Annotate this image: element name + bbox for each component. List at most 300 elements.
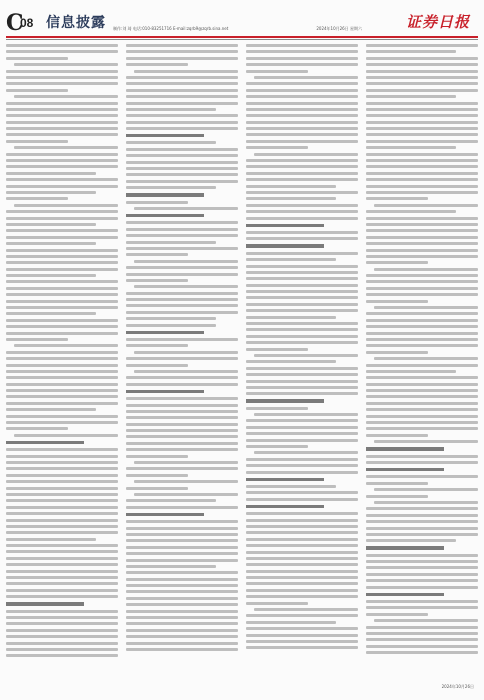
text-line bbox=[246, 538, 358, 541]
section-heading-line bbox=[366, 593, 444, 596]
section-heading-line bbox=[246, 399, 324, 402]
text-line bbox=[134, 370, 238, 373]
text-line bbox=[246, 210, 358, 213]
text-line bbox=[366, 421, 478, 424]
text-line bbox=[246, 296, 358, 299]
text-line bbox=[126, 344, 188, 347]
text-line bbox=[366, 140, 478, 143]
text-line bbox=[6, 364, 118, 367]
text-line bbox=[126, 397, 238, 400]
text-line bbox=[14, 63, 118, 66]
text-line bbox=[126, 82, 238, 85]
text-line bbox=[126, 642, 238, 645]
text-line bbox=[6, 114, 118, 117]
text-line bbox=[246, 165, 358, 168]
editor-contact: 制作:刘 琦 电话:010-83251716 E-mail:zqrb9@zqrb.sina.net bbox=[113, 26, 229, 31]
text-line bbox=[246, 563, 358, 566]
section-heading-line bbox=[366, 468, 444, 471]
text-line bbox=[126, 253, 188, 256]
text-line bbox=[366, 95, 456, 98]
text-line bbox=[6, 300, 118, 303]
text-line bbox=[6, 370, 118, 373]
text-line bbox=[126, 616, 238, 619]
text-line bbox=[366, 520, 478, 523]
text-line bbox=[366, 293, 478, 296]
text-line bbox=[126, 247, 238, 250]
text-line bbox=[246, 519, 358, 522]
text-line bbox=[134, 493, 238, 496]
text-line bbox=[6, 642, 118, 645]
text-line bbox=[126, 201, 188, 204]
text-line bbox=[6, 550, 118, 553]
text-line bbox=[6, 325, 118, 328]
text-line bbox=[126, 186, 216, 189]
header-rule bbox=[6, 36, 478, 38]
text-line bbox=[14, 204, 118, 207]
text-line bbox=[126, 63, 188, 66]
text-line bbox=[246, 640, 358, 643]
text-line bbox=[6, 255, 118, 258]
text-line bbox=[366, 539, 456, 542]
section-heading-line bbox=[6, 441, 84, 444]
text-line bbox=[126, 311, 238, 314]
text-line bbox=[246, 133, 358, 136]
text-line bbox=[126, 298, 238, 301]
section-heading-line bbox=[126, 214, 204, 217]
text-line bbox=[374, 619, 478, 622]
text-line bbox=[366, 146, 456, 149]
text-line bbox=[6, 236, 118, 239]
text-line bbox=[366, 586, 478, 589]
text-line bbox=[366, 261, 428, 264]
text-line bbox=[6, 338, 68, 341]
text-line bbox=[6, 82, 118, 85]
text-line bbox=[246, 322, 358, 325]
text-line bbox=[366, 121, 478, 124]
text-line bbox=[246, 108, 358, 111]
text-line bbox=[246, 102, 358, 105]
text-line bbox=[6, 648, 118, 651]
text-line bbox=[246, 57, 358, 60]
text-line bbox=[246, 237, 358, 240]
text-line bbox=[366, 217, 478, 220]
text-line bbox=[254, 451, 358, 454]
text-line bbox=[126, 266, 238, 269]
text-line bbox=[366, 482, 428, 485]
text-line bbox=[6, 140, 68, 143]
text-line bbox=[374, 440, 478, 443]
text-line bbox=[126, 167, 238, 170]
text-line bbox=[6, 474, 118, 477]
text-line bbox=[246, 646, 358, 649]
text-line bbox=[126, 148, 238, 151]
text-line bbox=[126, 546, 238, 549]
column-3 bbox=[246, 44, 358, 680]
text-line bbox=[134, 70, 238, 73]
text-line bbox=[126, 559, 238, 562]
text-line bbox=[6, 427, 68, 430]
text-line bbox=[126, 410, 238, 413]
text-line bbox=[246, 265, 358, 268]
masthead bbox=[0, 0, 484, 40]
text-line bbox=[6, 557, 118, 560]
section-heading-line bbox=[246, 478, 324, 481]
text-line bbox=[126, 539, 238, 542]
text-line bbox=[6, 622, 118, 625]
text-line bbox=[126, 597, 238, 600]
text-line bbox=[246, 582, 358, 585]
text-line bbox=[366, 383, 478, 386]
text-line bbox=[6, 121, 118, 124]
text-line bbox=[126, 180, 238, 183]
text-line bbox=[366, 229, 478, 232]
text-line bbox=[126, 57, 238, 60]
text-line bbox=[126, 520, 238, 523]
text-line bbox=[246, 432, 358, 435]
text-line bbox=[134, 285, 238, 288]
section-heading-line bbox=[246, 244, 324, 247]
text-line bbox=[6, 506, 118, 509]
text-line bbox=[6, 76, 118, 79]
text-line bbox=[366, 427, 478, 430]
text-line bbox=[6, 499, 118, 502]
text-line bbox=[6, 50, 118, 53]
text-line bbox=[366, 280, 478, 283]
text-line bbox=[126, 533, 238, 536]
text-line bbox=[366, 415, 478, 418]
text-line bbox=[6, 274, 96, 277]
text-line bbox=[126, 317, 216, 320]
text-line bbox=[366, 560, 478, 563]
text-line bbox=[126, 154, 238, 157]
text-line bbox=[366, 579, 478, 582]
text-line bbox=[374, 488, 478, 491]
text-line bbox=[246, 551, 358, 554]
text-line bbox=[366, 242, 478, 245]
text-line bbox=[126, 114, 238, 117]
text-line bbox=[366, 63, 478, 66]
text-line bbox=[366, 223, 478, 226]
text-line bbox=[126, 241, 216, 244]
text-line bbox=[126, 487, 188, 490]
footer-note: 2024年10月26日 bbox=[441, 684, 474, 689]
text-line bbox=[366, 434, 428, 437]
text-line bbox=[366, 172, 478, 175]
text-line bbox=[126, 221, 238, 224]
page-letter: C bbox=[6, 10, 24, 36]
text-line bbox=[246, 191, 358, 194]
section-title: 信息披露 bbox=[46, 15, 106, 31]
column-1 bbox=[6, 44, 118, 680]
text-line bbox=[366, 376, 478, 379]
text-line bbox=[126, 648, 238, 651]
text-line bbox=[126, 76, 238, 79]
text-line bbox=[126, 228, 238, 231]
text-line bbox=[126, 44, 238, 47]
text-line bbox=[6, 185, 118, 188]
text-line bbox=[6, 280, 118, 283]
text-line bbox=[366, 102, 478, 105]
text-line bbox=[6, 408, 96, 411]
text-line bbox=[126, 423, 238, 426]
text-line bbox=[126, 376, 238, 379]
text-line bbox=[246, 627, 358, 630]
text-line bbox=[366, 57, 478, 60]
text-line bbox=[366, 651, 478, 654]
text-line bbox=[6, 133, 118, 136]
text-line bbox=[366, 351, 428, 354]
text-line bbox=[246, 159, 358, 162]
text-line bbox=[374, 357, 478, 360]
text-line bbox=[246, 458, 358, 461]
text-line bbox=[126, 108, 216, 111]
text-line bbox=[126, 292, 238, 295]
text-line bbox=[6, 589, 118, 592]
text-line bbox=[6, 223, 96, 226]
text-line bbox=[126, 102, 238, 105]
text-line bbox=[246, 471, 358, 474]
text-line bbox=[6, 576, 118, 579]
text-line bbox=[366, 370, 456, 373]
text-line bbox=[246, 114, 358, 117]
text-line bbox=[246, 634, 358, 637]
text-line bbox=[366, 50, 456, 53]
text-line bbox=[254, 608, 358, 611]
text-line bbox=[366, 638, 478, 641]
text-line bbox=[254, 354, 358, 357]
text-line bbox=[6, 210, 118, 213]
text-line bbox=[246, 172, 358, 175]
text-line bbox=[246, 341, 358, 344]
text-line bbox=[366, 389, 478, 392]
text-line bbox=[246, 525, 358, 528]
text-line bbox=[6, 153, 118, 156]
text-line bbox=[6, 480, 118, 483]
text-line bbox=[134, 461, 238, 464]
text-line bbox=[366, 475, 478, 478]
text-line bbox=[134, 351, 238, 354]
newspaper-logo: 证券日报 bbox=[405, 13, 470, 31]
text-line bbox=[246, 367, 358, 370]
text-line bbox=[6, 332, 118, 335]
text-line bbox=[246, 614, 358, 617]
text-line bbox=[366, 325, 478, 328]
text-line bbox=[366, 44, 478, 47]
text-line bbox=[6, 357, 118, 360]
text-line bbox=[246, 258, 336, 261]
text-line bbox=[134, 207, 238, 210]
text-line bbox=[246, 544, 358, 547]
text-line bbox=[366, 455, 478, 458]
text-line bbox=[246, 426, 358, 429]
text-line bbox=[366, 573, 478, 576]
issue-date: 2024年10月26日 星期六 bbox=[316, 26, 362, 31]
text-line bbox=[246, 498, 358, 501]
text-line bbox=[6, 610, 118, 613]
text-line bbox=[246, 303, 358, 306]
text-line bbox=[6, 102, 118, 105]
text-line bbox=[246, 328, 358, 331]
text-line bbox=[14, 95, 118, 98]
text-line bbox=[246, 380, 358, 383]
text-line bbox=[126, 635, 238, 638]
text-line bbox=[126, 50, 238, 53]
text-line bbox=[366, 114, 478, 117]
text-line bbox=[6, 448, 118, 451]
text-line bbox=[366, 287, 478, 290]
text-line bbox=[6, 319, 118, 322]
text-line bbox=[366, 461, 478, 464]
text-line bbox=[366, 89, 478, 92]
text-line bbox=[126, 89, 238, 92]
text-line bbox=[366, 606, 478, 609]
text-line bbox=[6, 383, 118, 386]
text-line bbox=[126, 565, 216, 568]
text-line bbox=[366, 133, 478, 136]
text-line bbox=[14, 344, 118, 347]
text-line bbox=[6, 44, 118, 47]
text-line bbox=[126, 584, 238, 587]
text-line bbox=[126, 273, 238, 276]
text-line bbox=[126, 95, 238, 98]
text-line bbox=[6, 293, 118, 296]
text-line bbox=[246, 309, 358, 312]
section-heading-line bbox=[126, 331, 204, 334]
text-line bbox=[126, 442, 238, 445]
text-line bbox=[246, 360, 336, 363]
text-line bbox=[246, 146, 308, 149]
text-line bbox=[6, 159, 118, 162]
text-line bbox=[246, 127, 358, 130]
text-line bbox=[6, 89, 68, 92]
section-heading-line bbox=[126, 513, 204, 516]
text-line bbox=[126, 455, 188, 458]
text-line bbox=[246, 531, 358, 534]
text-line bbox=[246, 557, 358, 560]
text-line bbox=[6, 172, 96, 175]
text-line bbox=[366, 236, 478, 239]
text-line bbox=[6, 127, 118, 130]
text-line bbox=[6, 544, 118, 547]
text-line bbox=[6, 261, 118, 264]
text-line bbox=[126, 610, 238, 613]
text-line bbox=[6, 249, 118, 252]
text-line bbox=[6, 531, 118, 534]
text-line bbox=[366, 364, 478, 367]
text-line bbox=[246, 335, 358, 338]
section-heading-line bbox=[366, 546, 444, 549]
text-line bbox=[246, 89, 358, 92]
text-line bbox=[246, 595, 358, 598]
text-line bbox=[246, 348, 308, 351]
text-line bbox=[6, 635, 118, 638]
text-line bbox=[366, 191, 478, 194]
text-line bbox=[366, 178, 478, 181]
text-line bbox=[126, 629, 238, 632]
text-line bbox=[6, 487, 118, 490]
text-line bbox=[126, 127, 238, 130]
text-line bbox=[126, 467, 238, 470]
text-line bbox=[6, 493, 118, 496]
text-line bbox=[366, 185, 478, 188]
text-line bbox=[246, 491, 358, 494]
text-line bbox=[246, 197, 336, 200]
text-line bbox=[246, 252, 358, 255]
text-line bbox=[126, 435, 238, 438]
text-line bbox=[126, 234, 238, 237]
text-line bbox=[246, 82, 358, 85]
text-line bbox=[126, 364, 188, 367]
text-line bbox=[126, 324, 216, 327]
text-line bbox=[246, 271, 358, 274]
text-line bbox=[374, 501, 478, 504]
text-line bbox=[366, 645, 478, 648]
text-line bbox=[126, 357, 238, 360]
column-4 bbox=[366, 44, 478, 680]
text-line bbox=[6, 351, 118, 354]
text-line bbox=[6, 538, 96, 541]
text-line bbox=[246, 178, 358, 181]
text-line bbox=[126, 552, 238, 555]
text-line bbox=[6, 312, 96, 315]
text-line bbox=[6, 306, 118, 309]
section-heading-line bbox=[126, 193, 204, 196]
text-line bbox=[14, 146, 118, 149]
text-line bbox=[126, 448, 238, 451]
text-line bbox=[6, 268, 118, 271]
text-line bbox=[246, 204, 358, 207]
text-line bbox=[246, 445, 308, 448]
text-line bbox=[366, 613, 428, 616]
text-line bbox=[246, 439, 358, 442]
text-line bbox=[6, 197, 68, 200]
text-line bbox=[366, 312, 478, 315]
text-line bbox=[6, 629, 118, 632]
section-heading-line bbox=[126, 134, 204, 137]
text-line bbox=[126, 499, 216, 502]
text-line bbox=[366, 626, 478, 629]
text-line bbox=[6, 57, 68, 60]
text-line bbox=[6, 512, 118, 515]
section-heading-line bbox=[126, 390, 204, 393]
text-line bbox=[246, 570, 358, 573]
text-line bbox=[126, 141, 216, 144]
text-line bbox=[126, 161, 238, 164]
text-line bbox=[6, 595, 118, 598]
text-line bbox=[134, 480, 238, 483]
text-line bbox=[366, 632, 478, 635]
text-line bbox=[366, 600, 478, 603]
text-line bbox=[126, 279, 188, 282]
text-line bbox=[126, 404, 238, 407]
text-line bbox=[366, 507, 478, 510]
section-heading-line bbox=[246, 505, 324, 508]
text-line bbox=[246, 277, 358, 280]
text-line bbox=[366, 344, 478, 347]
text-line bbox=[246, 290, 358, 293]
text-line bbox=[366, 76, 478, 79]
text-line bbox=[6, 217, 118, 220]
text-line bbox=[6, 563, 118, 566]
text-line bbox=[126, 338, 238, 341]
text-line bbox=[126, 603, 238, 606]
text-line bbox=[246, 392, 358, 395]
text-line bbox=[366, 495, 428, 498]
text-line bbox=[6, 455, 118, 458]
text-line bbox=[6, 70, 118, 73]
text-line bbox=[366, 402, 478, 405]
text-line bbox=[126, 429, 238, 432]
